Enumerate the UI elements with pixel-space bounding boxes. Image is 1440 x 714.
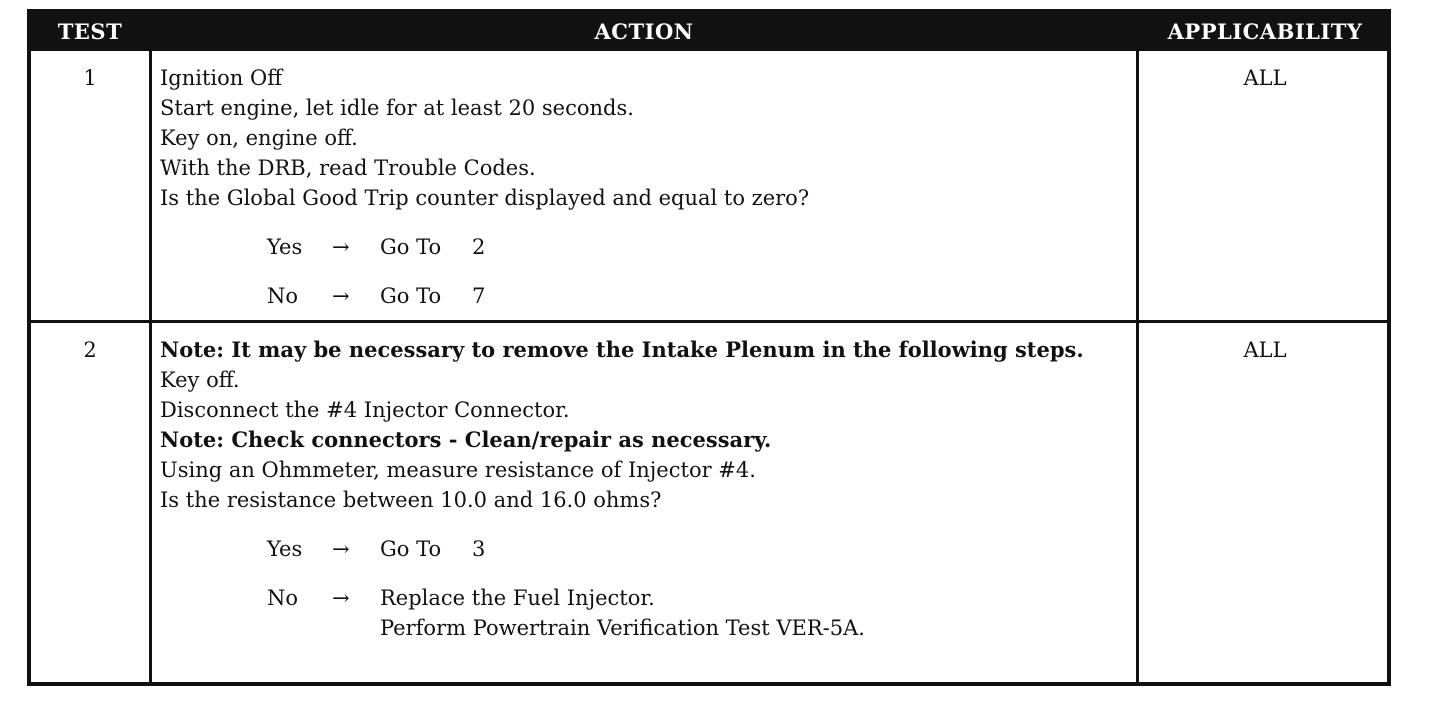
yes-branch: [160, 232, 1130, 262]
action-line: With the DRB, read Trouble Codes.: [160, 156, 536, 180]
goto-target: 3: [472, 537, 486, 561]
column-divider: [149, 51, 152, 682]
action-line: Using an Ohmmeter, measure resistance of Injector #4.: [160, 458, 756, 482]
no-label: No: [267, 284, 299, 308]
action-cell: [160, 335, 1130, 643]
row-divider: [31, 320, 1387, 323]
action-line: Key on, engine off.: [160, 126, 358, 150]
table-header: [31, 13, 1387, 51]
no-label: No: [267, 586, 299, 610]
action-line: Key off.: [160, 368, 240, 392]
goto-target: 7: [472, 284, 486, 308]
no-action-text: Perform Powertrain Verification Test VER-5A.: [380, 616, 865, 640]
note-text: Note: It may be necessary to remove the Intake Plenum in the following steps.: [160, 337, 1084, 362]
goto-text: Go To: [380, 284, 442, 308]
header-applicability: APPLICABILITY: [1167, 19, 1363, 44]
goto-text: Go To: [380, 537, 442, 561]
no-branch: [160, 583, 1130, 613]
arrow-icon: →: [332, 235, 350, 259]
note-text: Note: Check connectors - Clean/repair as necessary.: [160, 427, 772, 452]
action-cell: [160, 63, 1130, 311]
diagnostic-table: [27, 9, 1391, 686]
yes-label: Yes: [267, 235, 303, 259]
test-number: 1: [83, 66, 97, 90]
header-test: TEST: [57, 19, 123, 44]
action-line: Is the resistance between 10.0 and 16.0 ohms?: [160, 488, 662, 512]
applicability-value: ALL: [1243, 338, 1287, 362]
action-line: Disconnect the #4 Injector Connector.: [160, 398, 570, 422]
column-divider: [1136, 51, 1139, 682]
yes-branch: [160, 534, 1130, 564]
arrow-icon: →: [332, 284, 350, 308]
applicability-value: ALL: [1243, 66, 1287, 90]
action-line: Ignition Off: [160, 66, 283, 90]
no-branch: [160, 281, 1130, 311]
action-line: Is the Global Good Trip counter displayed and equal to zero?: [160, 186, 810, 210]
test-number: 2: [83, 338, 97, 362]
arrow-icon: →: [332, 586, 350, 610]
yes-label: Yes: [267, 537, 303, 561]
no-action-text: Replace the Fuel Injector.: [380, 586, 655, 610]
header-action: ACTION: [594, 19, 694, 44]
arrow-icon: →: [332, 537, 350, 561]
action-line: Start engine, let idle for at least 20 seconds.: [160, 96, 634, 120]
goto-target: 2: [472, 235, 486, 259]
goto-text: Go To: [380, 235, 442, 259]
no-branch-continued: [160, 613, 1130, 643]
